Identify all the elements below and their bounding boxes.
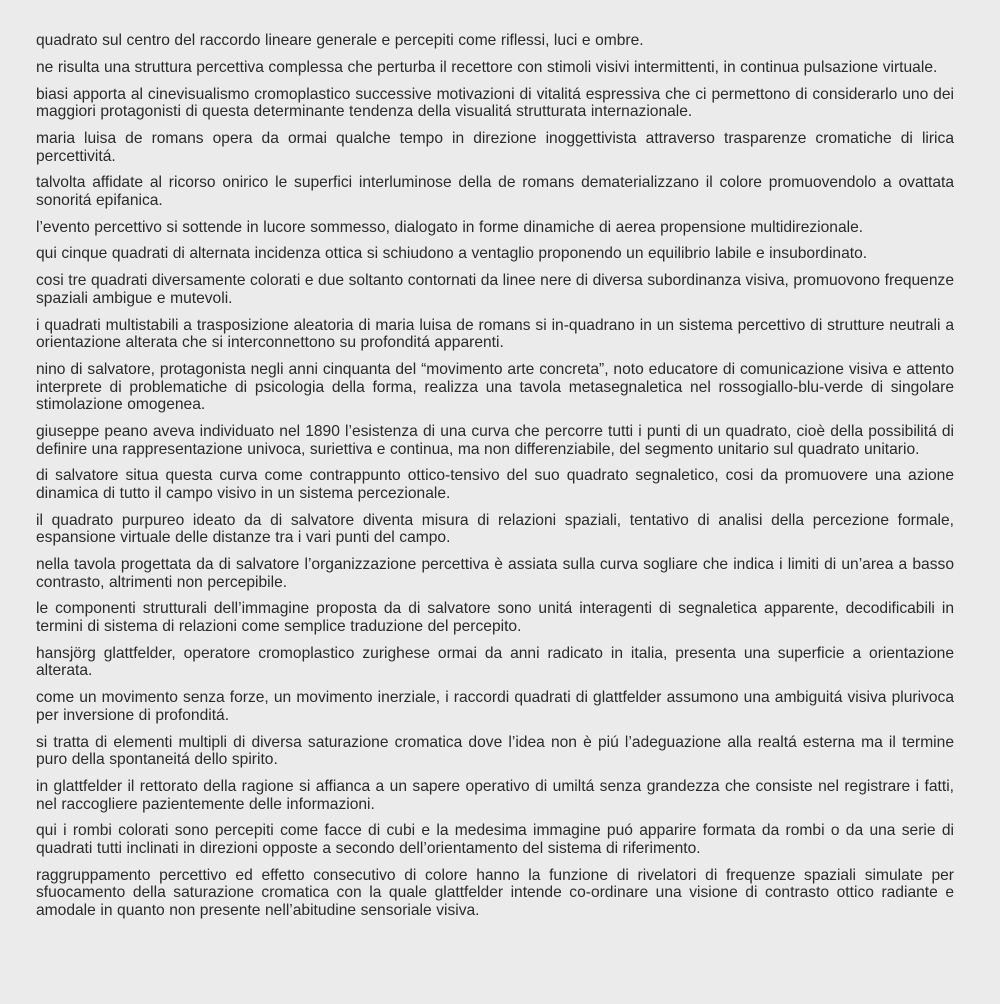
paragraph-1: quadrato sul centro del raccordo lineare generale e percepiti come riflessi, luci e ombre. — [36, 32, 644, 49]
paragraph-16: hansjörg glattfelder, operatore cromoplastico zurighese ormai da anni radicato in italia, presenta una superficie a orientazione alterata. — [36, 644, 954, 680]
document-page — [36, 32, 954, 929]
paragraph-3: biasi apporta al cinevisualismo cromoplastico successive motivazioni di vitalitá espressiva che ci permettono di considerarlo uno dei maggiori protagonisti di questa determinante tendenza della visualitá strutturata internazionale. — [36, 85, 954, 121]
paragraph-5: talvolta affidate al ricorso onirico le superfici interluminose della de romans dematerializzano il colore promuovendolo a ovattata sonoritá epifanica. — [36, 174, 954, 209]
paragraph-21: raggruppamento percettivo ed effetto consecutivo di colore hanno la funzione di rivelatori di frequenze spaziali simulate per sfuocamento della saturazione cromatica con la quale glattfelder intende co-ordinare una visione di contrasto ottico radiante e amodale in quanto non presente nell’abitudine sensoriale visiva. — [36, 866, 954, 919]
paragraph-13: il quadrato purpureo ideato da di salvatore diventa misura di relazioni spaziali, tentativo di analisi della percezione formale, espansione virtuale delle distanze tra i vari punti del campo. — [36, 511, 954, 547]
paragraph-17: come un movimento senza forze, un movimento inerziale, i raccordi quadrati di glattfelder assumono una ambiguitá visiva plurivoca per inversione di profonditá. — [36, 689, 954, 724]
paragraph-9: i quadrati multistabili a trasposizione aleatoria di maria luisa de romans si in-quadrano in un sistema percettivo di strutture neutrali a orientazione alterata che si interconnettono su profonditá apparenti. — [36, 316, 954, 352]
paragraph-6: l’evento percettivo si sottende in lucore sommesso, dialogato in forme dinamiche di aerea propensione multidirezionale. — [36, 218, 864, 236]
paragraph-7: qui cinque quadrati di alternata incidenza ottica si schiudono a ventaglio proponendo un equilibrio labile e insubordinato. — [36, 245, 868, 263]
paragraph-8: cosi tre quadrati diversamente colorati e due soltanto contornati da linee nere di diversa subordinanza visiva, promuovono frequenze spaziali ambigue e mutevoli. — [36, 272, 954, 307]
paragraph-19: in glattfelder il rettorato della ragione si affianca a un sapere operativo di umiltá senza grandezza che consiste nel registrare i fatti, nel raccogliere pazientemente delle informazioni. — [36, 777, 954, 813]
paragraph-10: nino di salvatore, protagonista negli anni cinquanta del “movimento arte concreta”, noto educatore di comunicazione visiva e attento interprete di problematiche di psicologia della forma, realizza una tavola metasegnaletica nel rossogiallo-blu-verde di singolare stimolazione omogenea. — [36, 361, 954, 414]
paragraph-11: giuseppe peano aveva individuato nel 1890 l’esistenza di una curva che percorre tutti i punti di un quadrato, cioè della possibilitá di definire una rappresentazione univoca, suriettiva e continua, ma non differenziabile, del segmento unitario sul quadrato unitario. — [36, 422, 954, 458]
paragraph-4: maria luisa de romans opera da ormai qualche tempo in direzione inoggettivista attraverso trasparenze cromatiche di lirica percettivitá. — [36, 129, 954, 165]
paragraph-14: nella tavola progettata da di salvatore l’organizzazione percettiva è assiata sulla curva sogliare che indica i limiti di un’area a basso contrasto, altrimenti non percepibile. — [36, 556, 954, 591]
paragraph-20: qui i rombi colorati sono percepiti come facce di cubi e la medesima immagine puó apparire formata da rombi o da una serie di quadrati tutti inclinati in direzioni opposte a secondo dell’orientamento del sistema di riferimento. — [36, 822, 954, 857]
paragraph-18: si tratta di elementi multipli di diversa saturazione cromatica dove l’idea non è piú l’adeguazione alla realtá esterna ma il termine puro della spontaneitá dello spirito. — [36, 733, 954, 769]
paragraph-15: le componenti strutturali dell’immagine proposta da di salvatore sono unitá interagenti di segnaletica apparente, decodificabili in termini di sistema di relazioni come semplice traduzione del percepito. — [36, 600, 954, 636]
paragraph-2: ne risulta una struttura percettiva complessa che perturba il recettore con stimoli visivi intermittenti, in continua pulsazione virtuale. — [36, 58, 938, 76]
paragraph-12: di salvatore situa questa curva come contrappunto ottico-tensivo del suo quadrato segnaletico, cosi da promuovere una azione dinamica di tutto il campo visivo in un sistema percezionale. — [36, 467, 954, 502]
